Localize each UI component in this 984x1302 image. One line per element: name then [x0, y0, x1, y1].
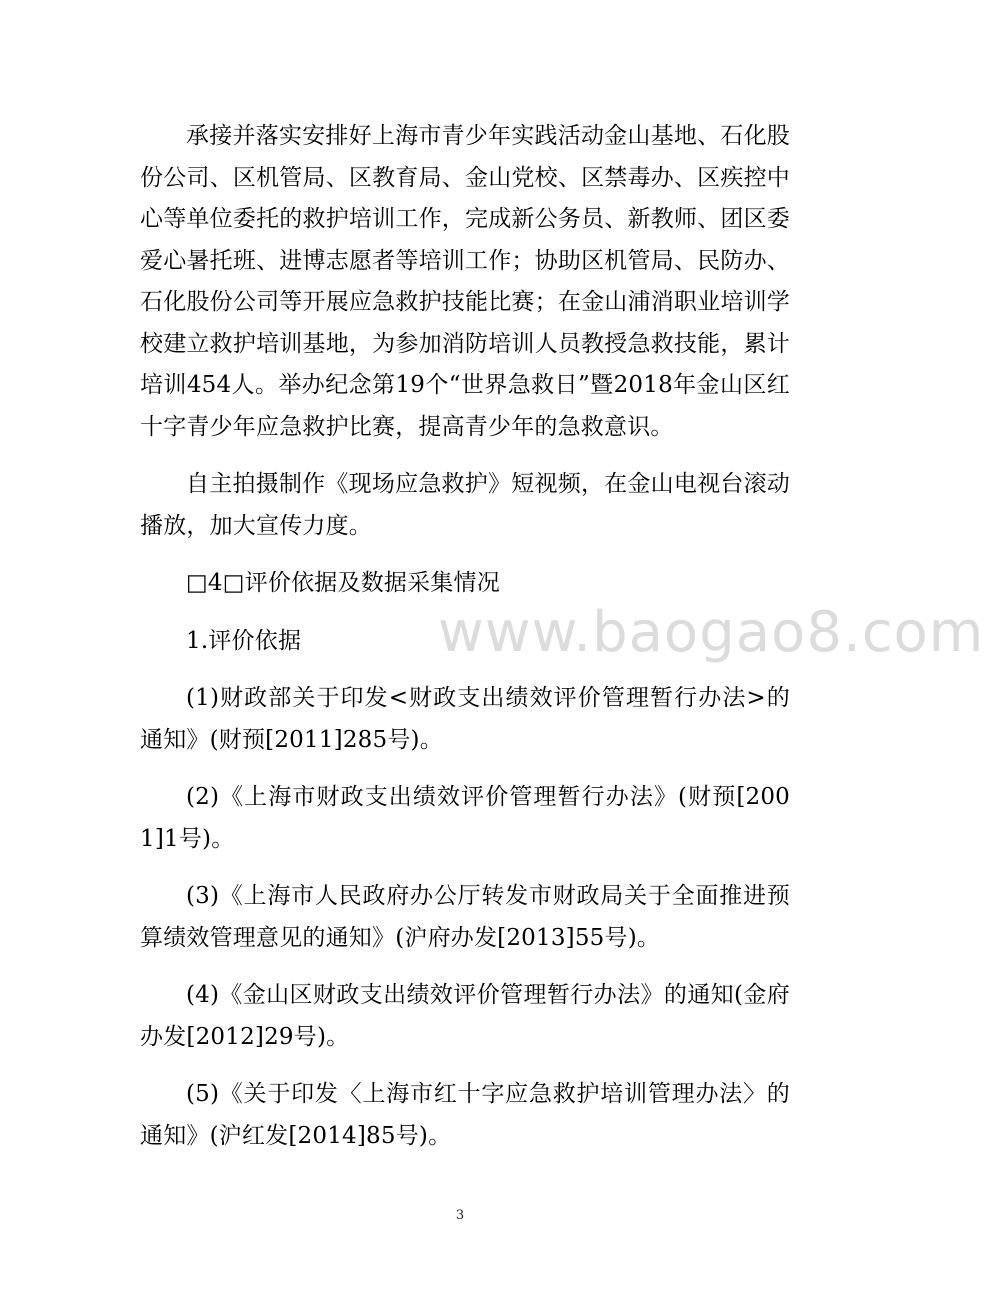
- subheading: 1.评价依据: [186, 627, 302, 654]
- document-body: [140, 116, 790, 1157]
- section-heading: □4□评价依据及数据采集情况: [186, 570, 500, 596]
- reference-item: (4)《金山区财政支出绩效评价管理暂行办法》的通知(金府办发[2012]29号)。: [140, 982, 790, 1050]
- page-number: 3: [455, 1208, 465, 1223]
- reference-item: (5)《关于印发〈上海市红十字应急救护培训管理办法〉的通知》(沪红发[2014]85号)。: [140, 1081, 790, 1149]
- reference-item: (3)《上海市人民政府办公厅转发市财政局关于全面推进预算绩效管理意见的通知》(沪府办发[2013]55号)。: [140, 883, 790, 951]
- reference-item: (2)《上海市财政支出绩效评价管理暂行办法》(财预[2001]1号)。: [140, 784, 790, 852]
- body-paragraph-training: 承接并落实安排好上海市青少年实践活动金山基地、石化股份公司、区机管局、区教育局、金山党校、区禁毒办、区疾控中心等单位委托的救护培训工作，完成新公务员、新教师、团区委爱心暑托班、进博志愿者等培训工作；协助区机管局、民防办、石化股份公司等开展应急救护技能比赛；在金山浦消职业培训学校建立救护培训基地，为参加消防培训人员教授急救技能，累计培训454人。举办纪念第19个“世界急救日”暨2018年金山区红十字青少年应急救护比赛，提高青少年的急救意识。: [140, 123, 790, 440]
- body-paragraph-video: 自主拍摄制作《现场应急救护》短视频，在金山电视台滚动播放，加大宣传力度。: [140, 471, 790, 539]
- watermark: www.baogao8.com: [438, 600, 984, 665]
- reference-item: (1)财政部关于印发<财政支出绩效评价管理暂行办法>的通知》(财预[2011]285号)。: [140, 685, 790, 753]
